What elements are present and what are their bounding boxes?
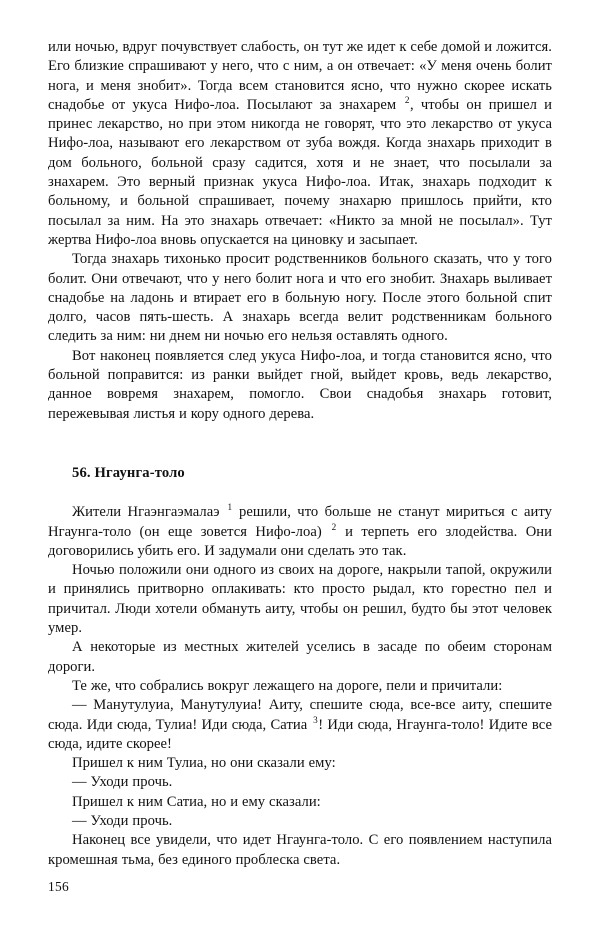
paragraph-text-part: или ночью, вдруг почувствует слабость, он тут же идет к себе домой и ложится. Его близкие спрашивают у него, что с ним, а он отвечает: «У меня очень болит нога, и меня знобит». Тогда всем становится ясно, что нужно скорее искать снадобье от укуса Нифо-лоа. Посылают за знахарем [48,39,552,113]
narration-line: Пришел к ним Тулиа, но они сказали ему: [72,755,336,772]
paragraph-text-part: , чтобы он пришел и принес лекарство, но при этом никогда не говорят, что это лекарство от укуса Нифо-лоа, называют его лекарством от зуба вождя. Когда знахарь приходит в дом больного, больной сразу садится, хотя и не знает, что посылали за знахарем. Это верный признак укуса Нифо-лоа. Итак, знахарь подходит к больному, и больной спрашивает, почему знахарю пришлось прийти, кто посылал за ним. На это знахарь отвечает: «Никто за мной не посылал». Тут жертва Нифо-лоа вновь опускается на циновку и засыпает. [48,96,552,248]
paragraph-text-part: решили, что больше не станут мириться с аиту Нгаунга-толо (он еще зовется Нифо-лоа) [48,504,552,540]
dialogue-line: — Уходи прочь. [72,774,173,791]
page-number: 156 [48,879,69,894]
paragraph-text-part: Жители Нгаэнгаэмалаэ [72,504,226,521]
dialogue-text-part: — Манутулуиа, Манутулуиа! Аиту, спешите сюда, все-все аиту, спешите сюда. Иди сюда, Тулиа! Иди сюда, Сатиа [48,697,552,733]
spacer [48,483,552,503]
text-column [48,38,552,870]
section-paragraph: А некоторые из местных жителей уселись в засаде по обеим сторонам дороги. [48,639,552,675]
spacer [48,424,552,464]
section-paragraph-opening [48,503,552,561]
narration-line: Пришел к ним Сатиа, но и ему сказали: [72,793,321,810]
section-paragraph: Наконец все увидели, что идет Нгаунга-толо. С его появлением наступила кромешная тьма, без единого проблеска света. [48,832,552,868]
paragraph-text-part: и терпеть его злодейства. Они договорились убить его. И задумали они сделать это так. [48,523,552,559]
dialogue-text-part: ! Иди сюда, Нгаунга-толо! Идите все сюда, идите скорее! [48,716,553,752]
section-heading: 56. Нгаунга-толо [72,464,185,481]
paragraph: Тогда знахарь тихонько просит родственников больного сказать, что у того болит. Они отвечают, что у него болит нога и что его знобит. Знахарь выливает снадобье на ладонь и втирает его в больную ногу. После этого больной спит долго, часов пять-шесть. А знахарь всегда велит родственникам больного следить за ним: ни днем ни ночью его нельзя оставлять одного. [48,251,552,345]
footnote-marker: 1 [227,502,233,513]
footnote-marker: 2 [331,521,337,532]
paragraph: Вот наконец появляется след укуса Нифо-лоа, и тогда становится ясно, что больной поправится: из ранки выйдет гной, выйдет кровь, ведь лекарство, данное вовремя знахарем, помогло. Свои снадобья знахарь готовит, пережевывая листья и кору одного дерева. [48,347,552,422]
dialogue-line: — Уходи прочь. [72,812,173,829]
footnote-marker: 3 [313,714,318,725]
section-paragraph: Те же, что собрались вокруг лежащего на дороге, пели и причитали: [72,677,503,694]
paragraph-continuation [48,38,552,250]
dialogue-chant [48,696,552,754]
section-paragraph: Ночью положили они одного из своих на дороге, накрыли тапой, окружили и принялись притворно оплакивать: кто просто рыдал, кто горестно пел и причитал. Люди хотели обмануть аиту, чтобы он решил, будто бы этот человек умер. [48,562,552,637]
footnote-marker: 2 [404,95,410,106]
